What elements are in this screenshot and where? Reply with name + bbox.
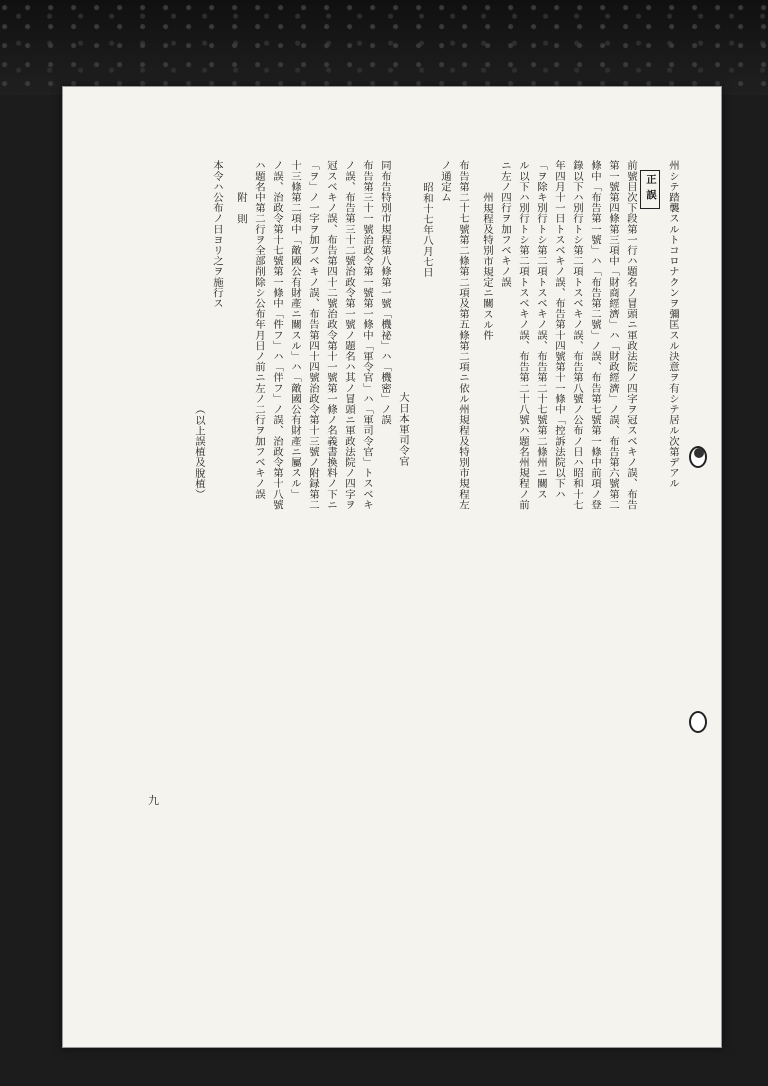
errata-line: 年四月十一日トスベキノ誤、布告第十四號第十一條中「控訴法院以下ハ [553, 160, 565, 500]
block-title: 州規程及特別市規定ニ關スル件 [481, 192, 493, 341]
errata-line: 條中「布告第一號」ハ「布告第二號」ノ誤、布告第七號第一條中前項ノ登 [589, 160, 601, 510]
correction-line: ノ誤、布告第三十二號治政令第一號ノ題名ハ其ノ冒頭ニ軍政法院ノ四字ヲ [343, 160, 355, 510]
block-line: ノ通定ム [439, 160, 451, 203]
seigo-title: 正誤 [640, 170, 660, 209]
binder-hole-icon [689, 711, 707, 733]
correction-line: ハ題名中第二行ヲ全部削除シ公布年月日ノ前ニ左ノ二行ヲ加フベキノ誤 [253, 160, 265, 500]
page-number: 九 [148, 794, 159, 807]
closing-note: （以上誤植及脫植） [193, 404, 205, 500]
errata-line: 「ヲ除キ別行トシ第二項トスベキノ誤、布告第二十七號第二條州ニ關ス [535, 160, 547, 500]
correction-line: 冠スベキノ誤、布告第四十二號治政令第十一號第一條ノ名義書換料ノ下ニ [325, 160, 337, 510]
correction-line: ノ誤、治政令第十七號第一條中「件フ」ハ「伴フ」ノ誤、治政令第十八號 [271, 160, 283, 510]
correction-line: 十三條第二項中「敵國公有財產ニ關スル」ハ「敵國公有財產ニ屬スル」 [289, 160, 301, 500]
errata-line: 第一號第四條第三項中「財商經濟」ハ「財政經濟」ノ誤、布告第六號第二 [607, 160, 619, 510]
block-line: 布告第二十七號第二條第二項及第五條第二項ニ依ル州規程及特別市規程左 [457, 160, 469, 510]
heading-line: 州シテ踏襲スルトコロナクンヲ彌匡スル決意ヲ有シテ居ル次第デアル [667, 160, 679, 489]
errata-line: 前號目次下段第一行ハ題名ノ冒頭ニ軍政法院ノ四字ヲ冠スベキノ誤、布告 [625, 160, 637, 510]
errata-line: 錄以下ハ別行トシ第二項トスベキノ誤、布告第八號ノ公布ノ日ハ昭和十七 [571, 160, 583, 510]
correction-line: 同布告特別市規程第八條第一號「機祕」ハ「機密」ノ誤 [379, 160, 391, 425]
correction-line: 「ヲ」ノ一字ヲ加フベキノ誤、布告第四十四號治政令第十三號ノ附録第二 [307, 160, 319, 510]
signature: 大日本軍司令官 [397, 392, 409, 467]
errata-line: ル以下ハ別行トシ第二項トスベキノ誤、布告第二十八號ハ題名州規程ノ前 [517, 160, 529, 510]
document-text [190, 160, 682, 540]
date-line: 昭和十七年八月七日 [421, 182, 433, 278]
scan-speck [694, 448, 704, 458]
supplement-title: 附 則 [235, 192, 247, 224]
supplement-line: 本令ハ公布ノ日ヨリ之ヲ施行ス [211, 160, 223, 309]
correction-line: 布告第三十一號治政令第一號第一條中「軍令官」ハ「軍司令官」トスベキ [361, 160, 373, 510]
errata-line: ニ左ノ四行ヲ加フベキノ誤 [499, 160, 511, 288]
scan-border [0, 0, 768, 95]
